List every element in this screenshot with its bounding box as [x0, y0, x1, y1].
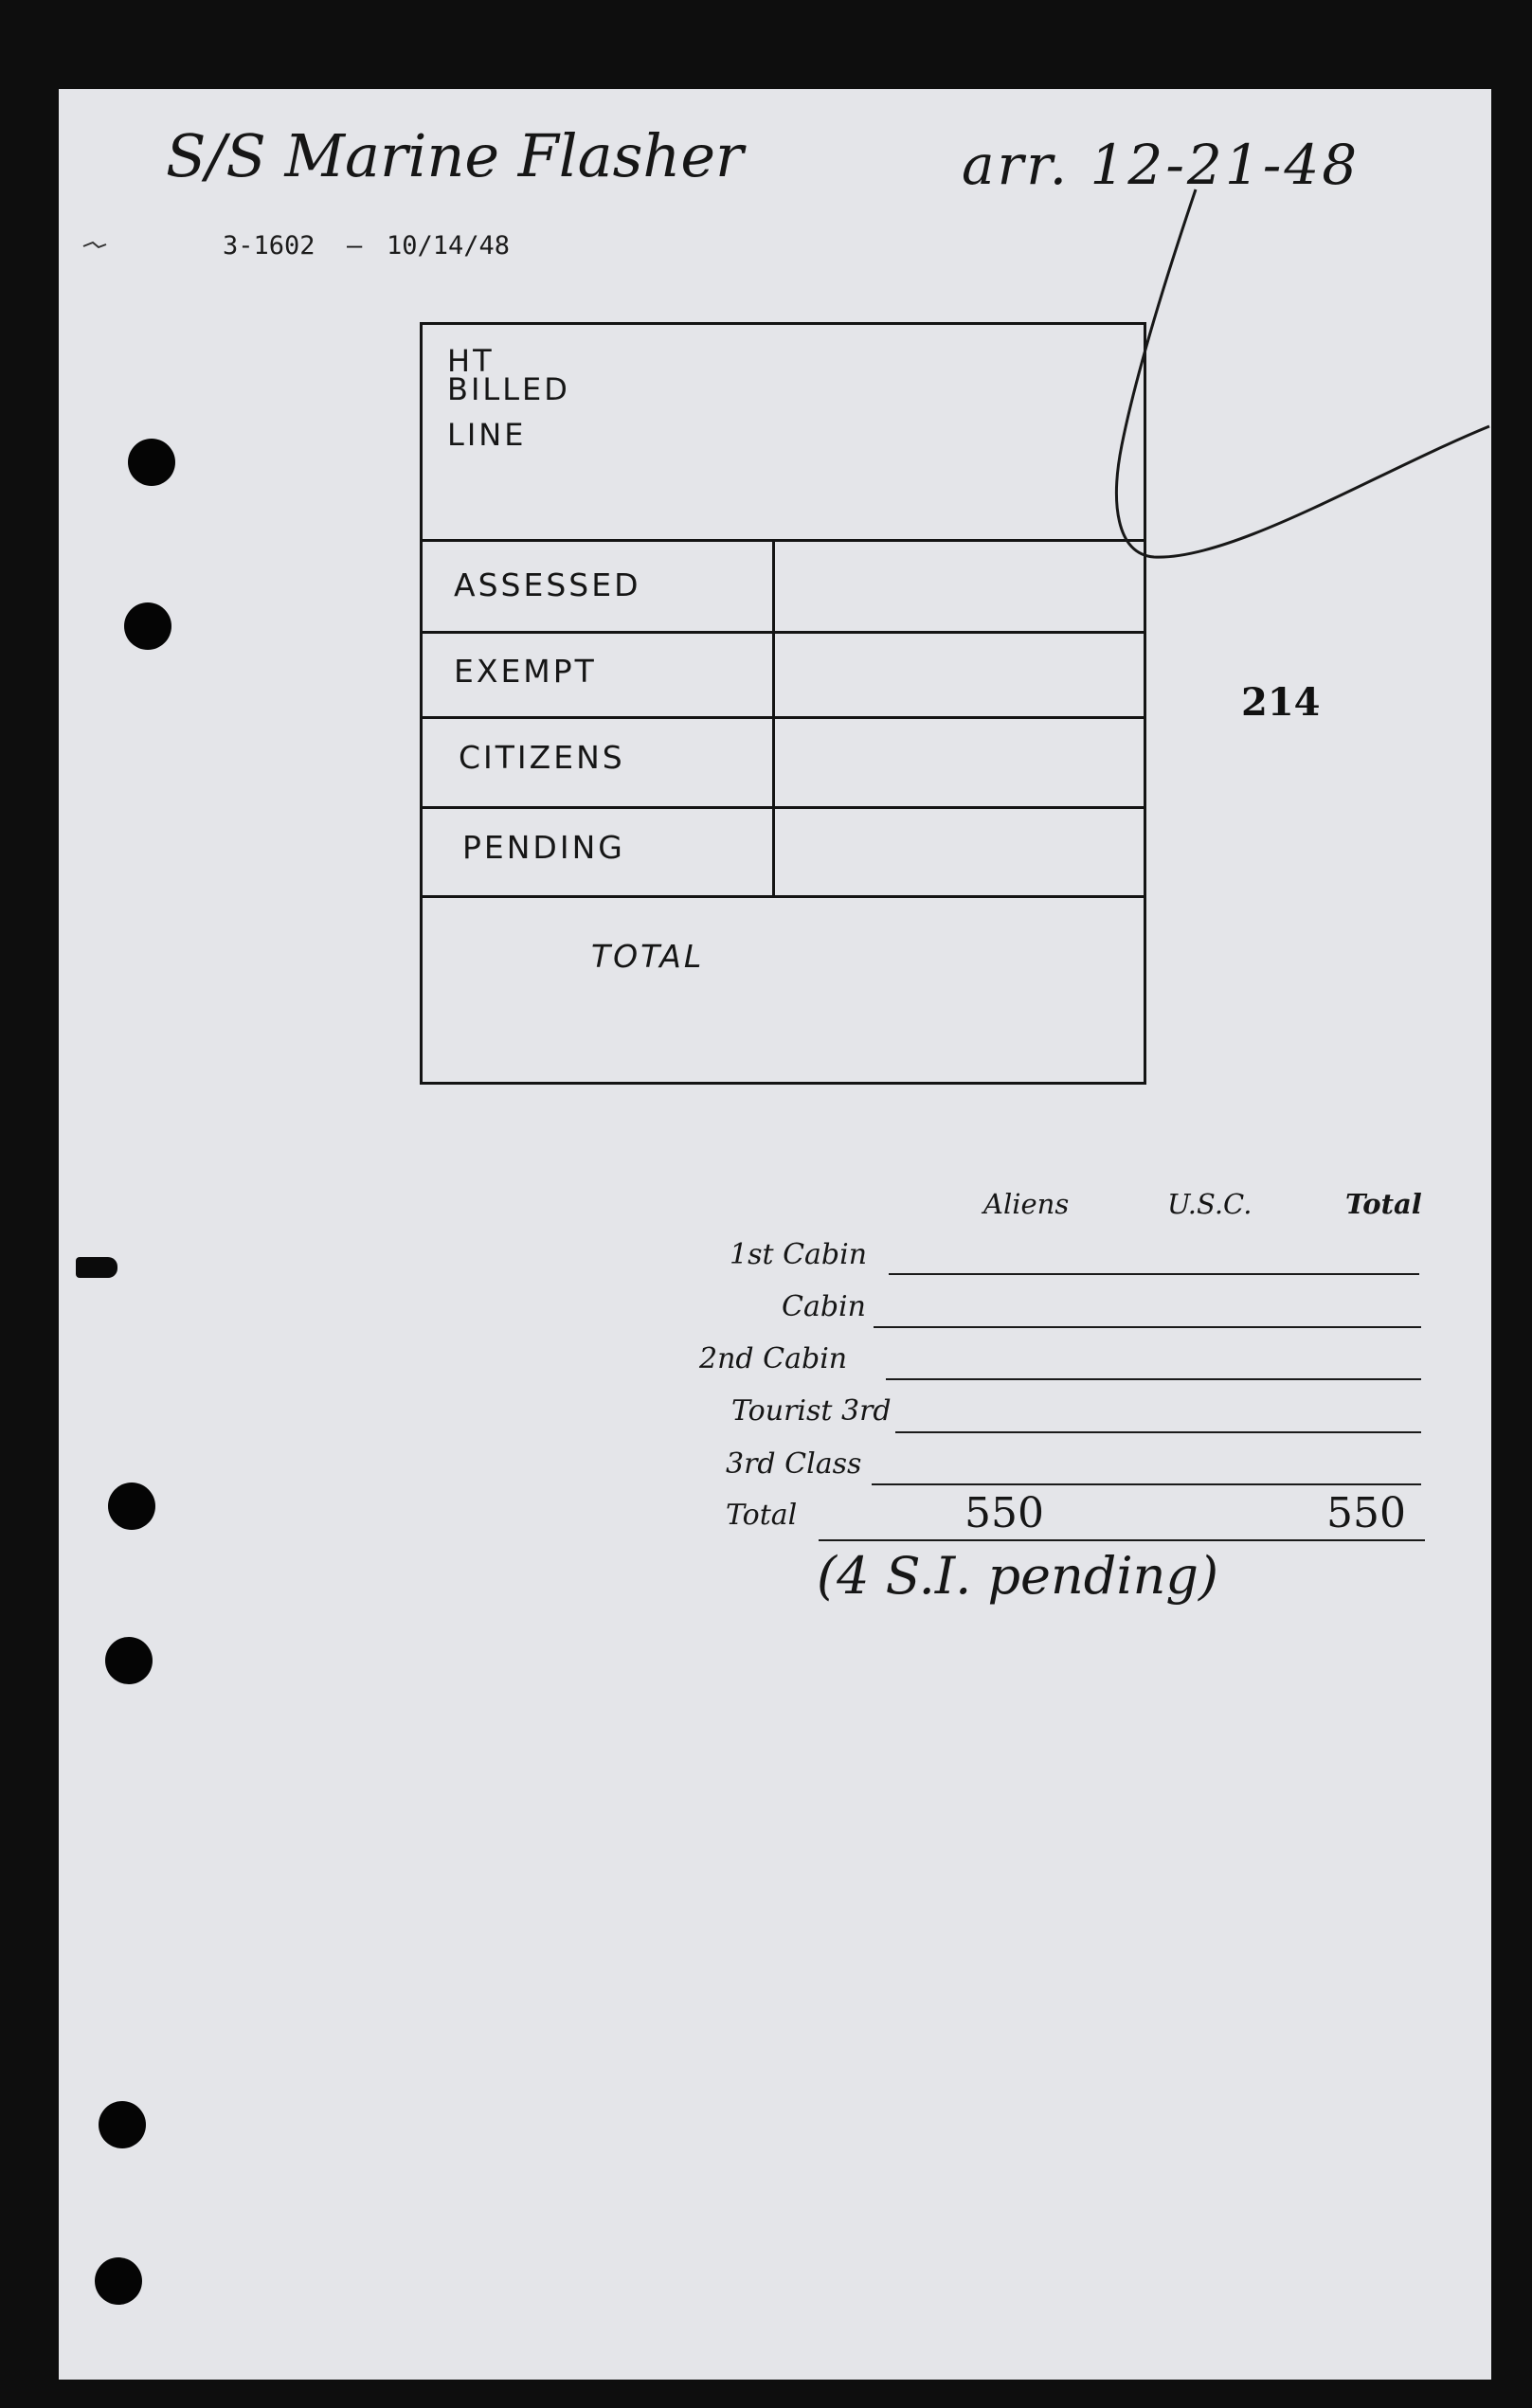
row-label-3rd-class: 3rd Class — [726, 1447, 862, 1481]
pen-stroke — [83, 243, 106, 247]
column-usc: U.S.C. — [1167, 1188, 1253, 1220]
row-label-1st-cabin: 1st Cabin — [730, 1238, 868, 1271]
row-label-tourist-3rd: Tourist 3rd — [731, 1394, 892, 1428]
reference-dash: — — [347, 231, 363, 261]
form-header-line-1: HT — [447, 343, 495, 379]
form-header-line-2: BILLED — [447, 371, 570, 407]
row-label-2nd-cabin: 2nd Cabin — [699, 1342, 848, 1375]
form-row-pending: PENDING — [462, 829, 625, 866]
pending-note: (4 S.I. pending) — [817, 1546, 1219, 1606]
row-label-cabin: Cabin — [782, 1290, 866, 1323]
column-total: Total — [1345, 1188, 1422, 1220]
form-row-assessed: ASSESSED — [454, 566, 641, 603]
page-number-stamp: 214 — [1241, 680, 1321, 725]
column-aliens: Aliens — [983, 1188, 1070, 1220]
form-row-citizens: CITIZENS — [459, 739, 625, 776]
arrival-date: arr. 12-21-48 — [962, 133, 1361, 197]
pen-stroke — [1116, 189, 1489, 557]
ship-name: S/S Marine Flasher — [166, 121, 744, 190]
form-row-exempt: EXEMPT — [454, 653, 597, 690]
file-date: 10/14/48 — [387, 231, 511, 261]
form-total-label: TOTAL — [591, 938, 705, 975]
row-label-total: Total — [726, 1499, 798, 1532]
file-reference: 3-1602 — [223, 231, 315, 261]
total-aliens-value: 550 — [964, 1489, 1044, 1537]
form-header-line-3: LINE — [447, 417, 527, 453]
total-total-value: 550 — [1326, 1489, 1406, 1537]
